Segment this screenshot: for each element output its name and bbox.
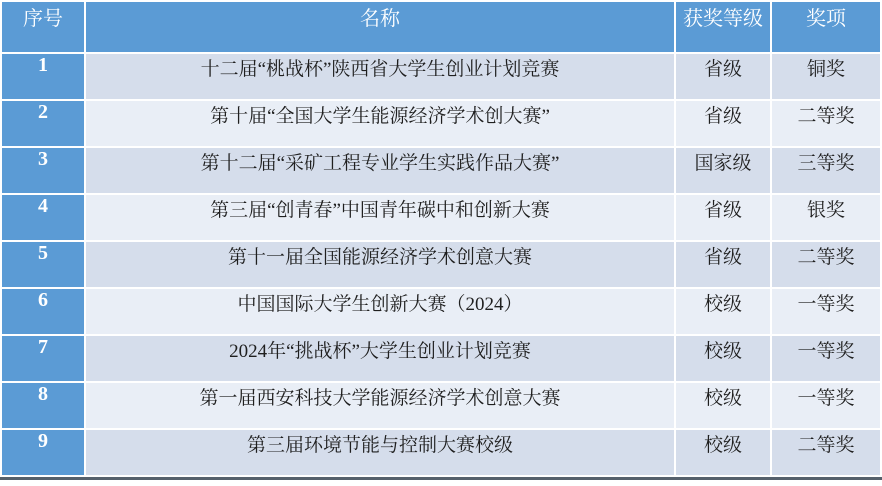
table-row [2,383,880,428]
table-row [2,101,880,146]
prize-cell: 二等奖 [772,101,880,146]
competition-name-cell: 十二届“桃战杯”陕西省大学生创业计划竞赛 [86,54,674,99]
award-level-cell: 省级 [676,195,770,240]
table-row [2,336,880,381]
row-index-cell: 7 [2,336,84,381]
table-row [2,54,880,99]
row-index-cell: 3 [2,148,84,193]
prize-cell: 一等奖 [772,289,880,334]
row-index-cell: 9 [2,430,84,475]
prize-cell: 三等奖 [772,148,880,193]
row-index-cell: 5 [2,242,84,287]
competition-name-cell: 第三届“创青春”中国青年碳中和创新大赛 [86,195,674,240]
table-row [2,195,880,240]
table-bottom-border [0,477,882,480]
prize-cell: 二等奖 [772,242,880,287]
award-level-cell: 校级 [676,430,770,475]
prize-cell: 银奖 [772,195,880,240]
row-index-cell: 6 [2,289,84,334]
table-row [2,242,880,287]
column-header-prize: 奖项 [772,2,880,52]
award-level-cell: 省级 [676,101,770,146]
column-header-name: 名称 [86,2,674,52]
row-index-cell: 8 [2,383,84,428]
row-index-cell: 2 [2,101,84,146]
competition-name-cell: 第十届“全国大学生能源经济学术创大赛” [86,101,674,146]
award-level-cell: 省级 [676,54,770,99]
row-index-cell: 1 [2,54,84,99]
table-row [2,430,880,475]
prize-cell: 二等奖 [772,430,880,475]
column-header-index: 序号 [2,2,84,52]
award-level-cell: 校级 [676,289,770,334]
competition-name-cell: 第三届环境节能与控制大赛校级 [86,430,674,475]
competition-name-cell: 2024年“挑战杯”大学生创业计划竞赛 [86,336,674,381]
competition-name-cell: 第十一届全国能源经济学术创意大赛 [86,242,674,287]
prize-cell: 一等奖 [772,383,880,428]
table-row [2,148,880,193]
award-level-cell: 校级 [676,383,770,428]
competition-name-cell: 中国国际大学生创新大赛（2024） [86,289,674,334]
competition-name-cell: 第一届西安科技大学能源经济学术创意大赛 [86,383,674,428]
table-row [2,289,880,334]
award-level-cell: 国家级 [676,148,770,193]
prize-cell: 一等奖 [772,336,880,381]
row-index-cell: 4 [2,195,84,240]
competition-name-cell: 第十二届“采矿工程专业学生实践作品大赛” [86,148,674,193]
header-row [2,2,880,52]
column-header-level: 获奖等级 [676,2,770,52]
award-level-cell: 校级 [676,336,770,381]
prize-cell: 铜奖 [772,54,880,99]
award-level-cell: 省级 [676,242,770,287]
